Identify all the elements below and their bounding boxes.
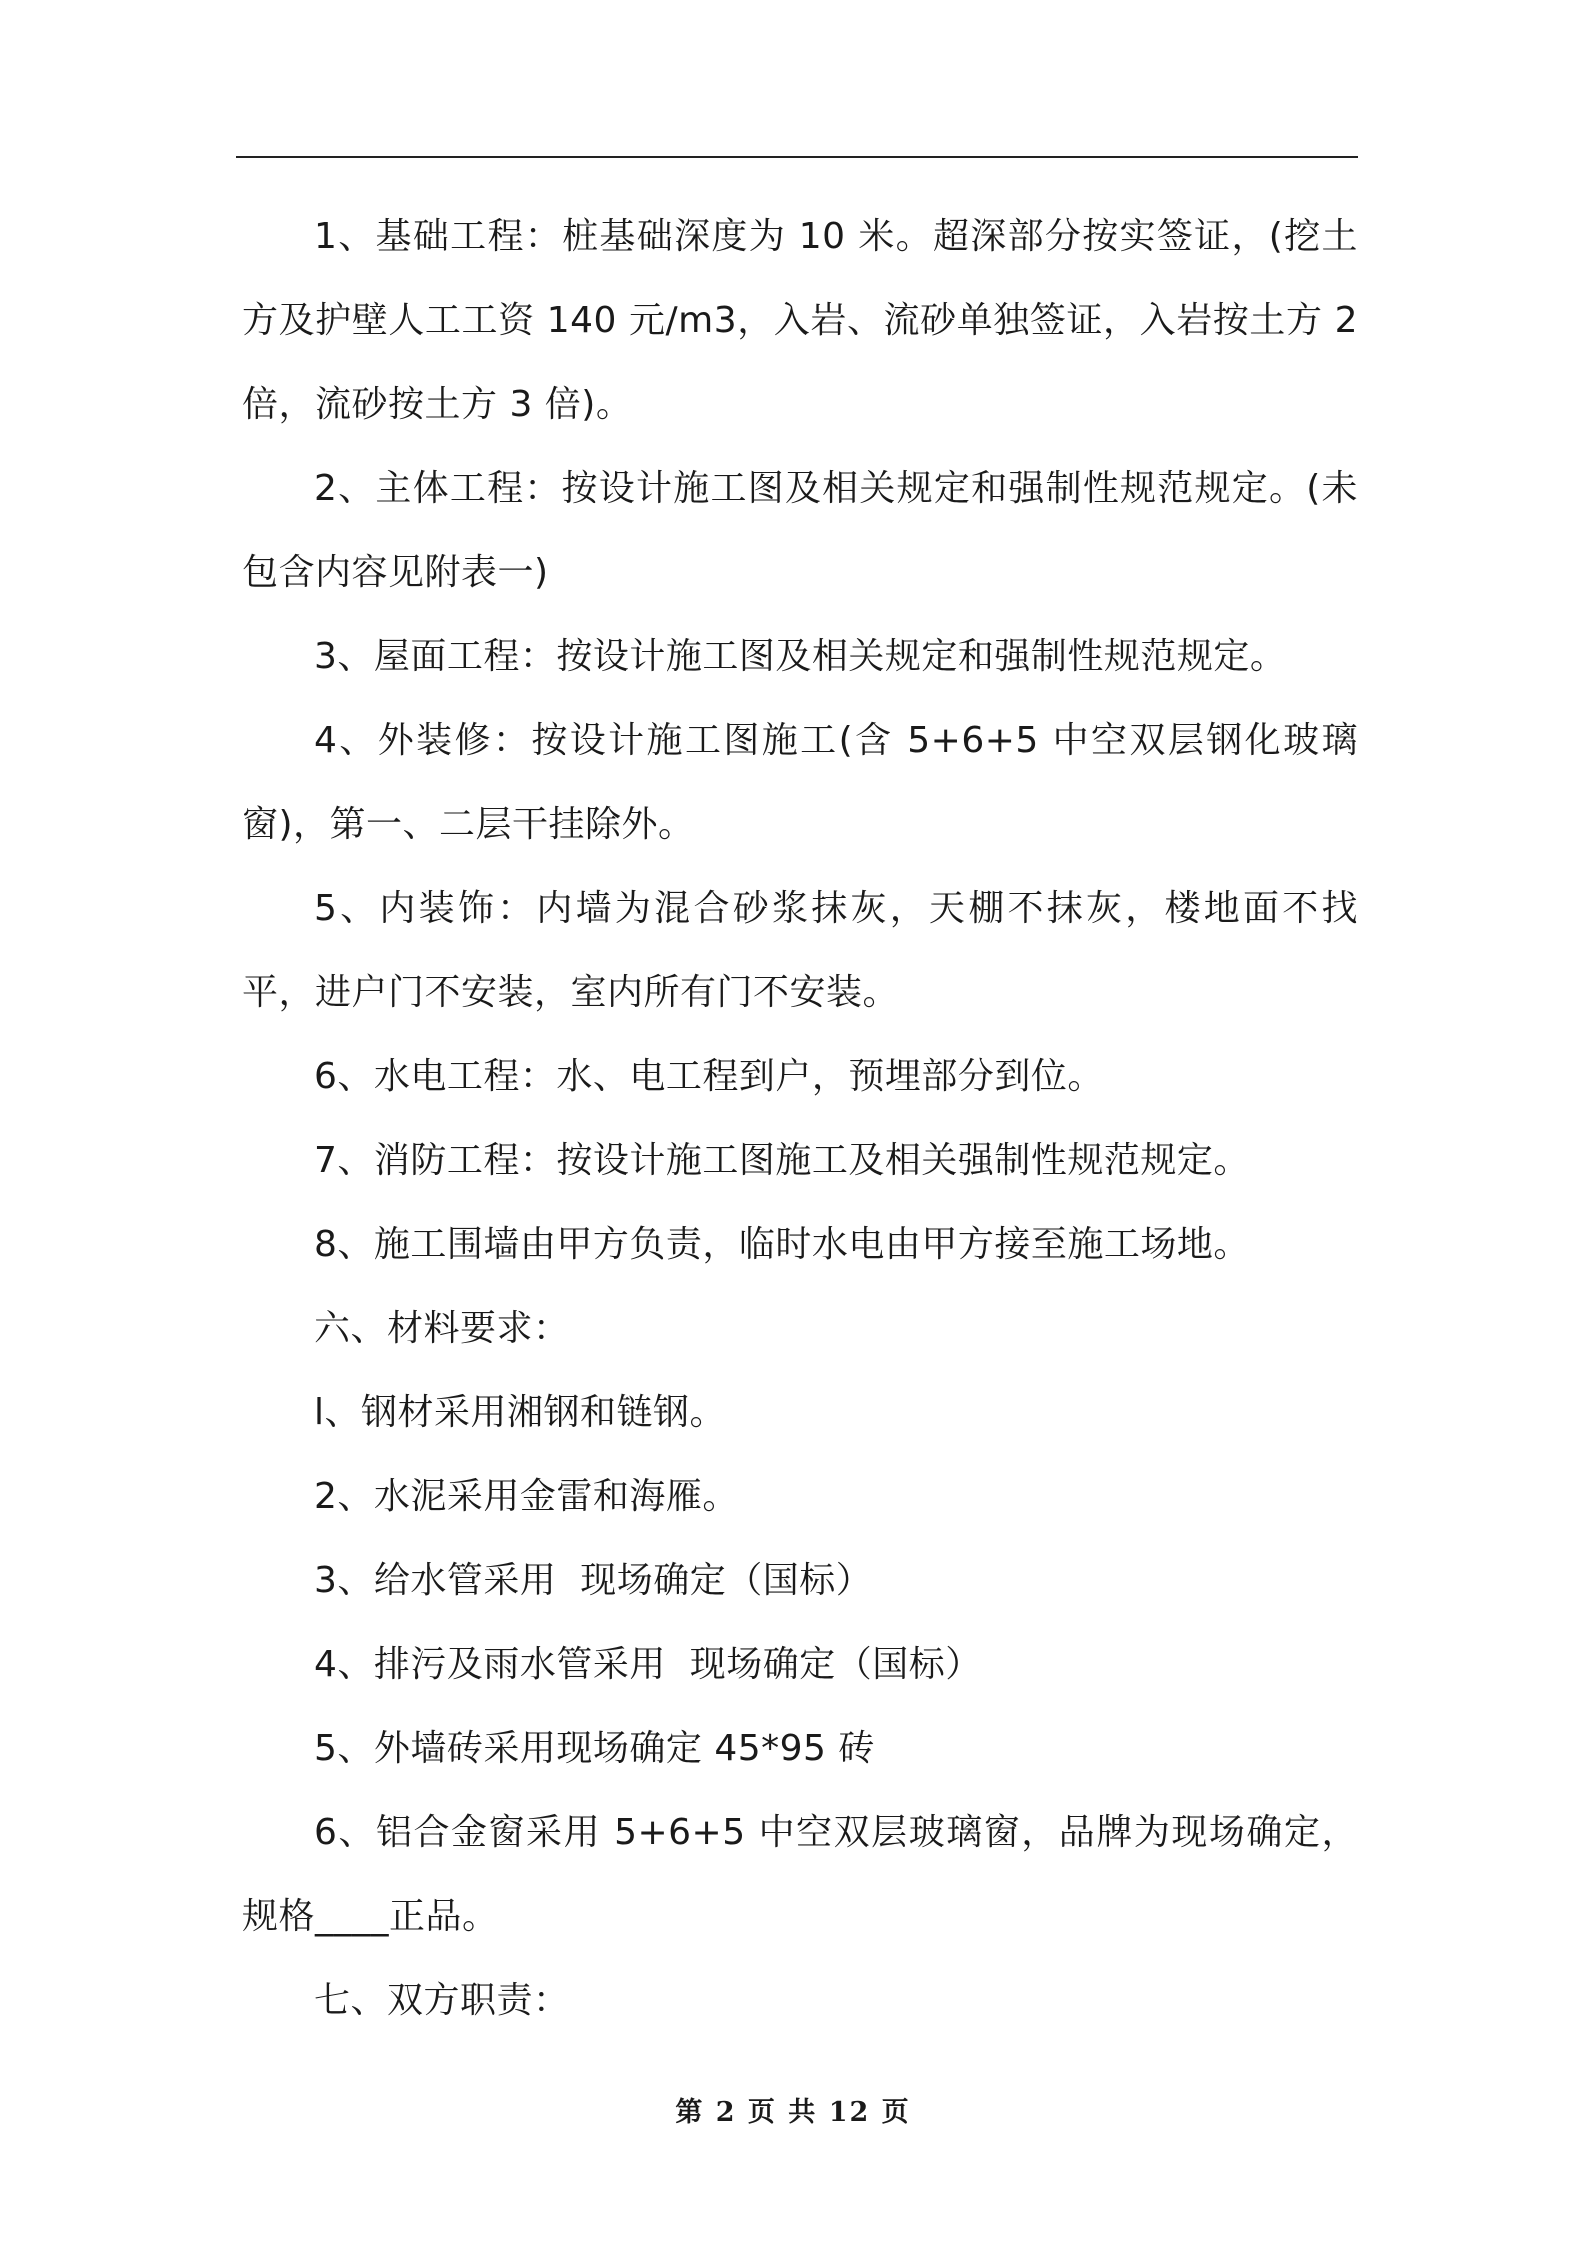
paragraph-water-pipe: 3、给水管采用 现场确定（国标） xyxy=(314,1560,873,1601)
page-number: 第 2 页 共 12 页 xyxy=(675,2097,911,2128)
paragraph-exterior-finish: 4、外装修：按设计施工图施工(含 5+6+5 中空双层钢化玻璃窗)，第一、二层干挂除外。 xyxy=(242,720,1358,845)
paragraph-cement: 2、水泥采用金雷和海雁。 xyxy=(314,1476,739,1517)
paragraph-site-wall: 8、施工围墙由甲方负责，临时水电由甲方接至施工场地。 xyxy=(314,1224,1250,1265)
paragraph-aluminum-window: 6、铝合金窗采用 5+6+5 中空双层玻璃窗，品牌为现场确定，规格____正品。 xyxy=(242,1812,1358,1937)
document-body xyxy=(242,195,1358,2043)
paragraph-interior-finish: 5、内装饰：内墙为混合砂浆抹灰，天棚不抹灰，楼地面不找平，进户门不安装，室内所有门不安装。 xyxy=(242,888,1358,1013)
paragraph-water-electric: 6、水电工程：水、电工程到户，预埋部分到位。 xyxy=(314,1056,1104,1097)
paragraph-wall-tile: 5、外墙砖采用现场确定 45*95 砖 xyxy=(314,1728,875,1769)
paragraph-roof-work: 3、屋面工程：按设计施工图及相关规定和强制性规范规定。 xyxy=(314,636,1287,677)
header-rule xyxy=(236,156,1358,158)
paragraph-main-structure: 2、主体工程：按设计施工图及相关规定和强制性规范规定。(未包含内容见附表一) xyxy=(242,468,1358,593)
paragraph-foundation-work: 1、基础工程：桩基础深度为 10 米。超深部分按实签证，(挖土方及护壁人工工资 140 元/m3，入岩、流砂单独签证，入岩按土方 2 倍，流砂按土方 3 倍)。 xyxy=(242,216,1358,425)
section-heading-duties: 七、双方职责： xyxy=(314,1980,570,2021)
paragraph-steel: l、钢材采用湘钢和链钢。 xyxy=(314,1392,727,1433)
paragraph-drain-pipe: 4、排污及雨水管采用 现场确定（国标） xyxy=(314,1644,982,1685)
paragraph-fire-protection: 7、消防工程：按设计施工图施工及相关强制性规范规定。 xyxy=(314,1140,1250,1181)
section-heading-materials: 六、材料要求： xyxy=(314,1308,570,1349)
